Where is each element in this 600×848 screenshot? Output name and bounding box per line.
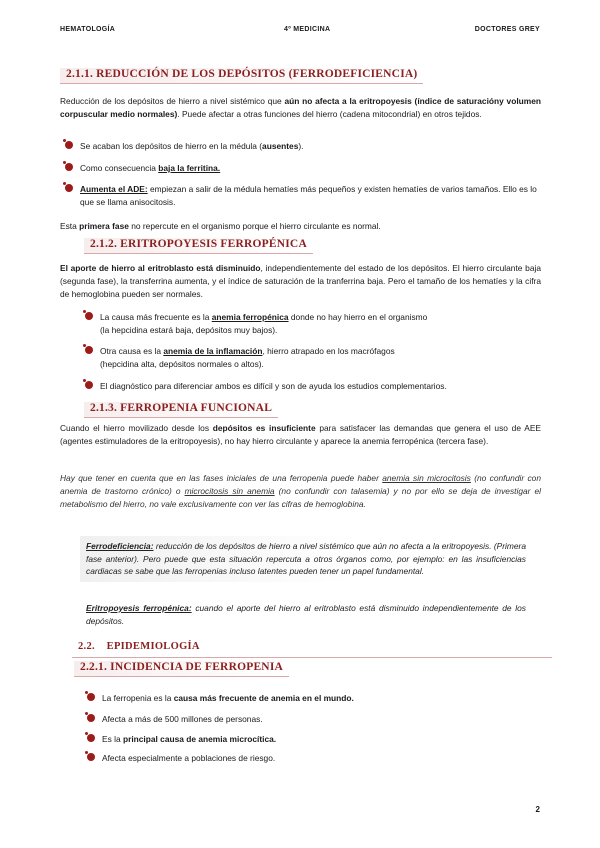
summary-eritropoyesis: Eritropoyesis ferropénica: cuando el aporte del hierro al eritroblasto está disminuido independientemente de los depósitos. (86, 603, 526, 626)
bullet-icon (85, 381, 93, 389)
s212-bullet-3: El diagnóstico para diferenciar ambos es difícil y son de ayuda los estudios complementarios. (100, 380, 447, 393)
s22-bullet-4: Afecta especialmente a poblaciones de riesgo. (102, 752, 275, 765)
divider (72, 657, 552, 658)
s212-paragraph: El aporte de hierro al eritroblasto está disminuido, independientemente del estado de los depósitos. El hierro circulante baja (segunda fase), la transferrina aumenta, y el índice de saturación de la tranferrina baja. Pero el tamaño de los hematíes y la cifra de hemoglobina pueden ser normales. (60, 263, 541, 299)
s211-closing: Esta primera fase no repercute en el organismo porque el hierro circulante es normal. (60, 221, 381, 231)
bullet-icon (65, 184, 73, 192)
s211-bullet-2: Como consecuencia baja la ferritina. (80, 162, 220, 175)
bullet-icon (87, 714, 95, 722)
s213-paragraph: Cuando el hierro movilizado desde los depósitos es insuficiente para satisfacer las demandas que genera el uso de AEE (agentes estimuladores de la eritropoyesis), no hay hierro circulante y aparece la anemia ferropénica (tercera fase). (60, 423, 541, 446)
bullet-icon (87, 734, 95, 742)
s22-bullet-1: La ferropenia es la causa más frecuente de anemia en el mundo. (102, 692, 354, 705)
bullet-icon (85, 346, 93, 354)
bullet-icon (85, 312, 93, 320)
section-title-211: 2.1.1. REDUCCIÓN DE LOS DEPÓSITOS (FERRODEFICIENCIA) (60, 68, 423, 84)
header-author: DOCTORES GREY (474, 26, 540, 33)
s211-bullet-1: Se acaban los depósitos de hierro en la médula (ausentes). (80, 140, 303, 153)
page-number: 2 (535, 805, 540, 814)
bullet-icon (87, 753, 95, 761)
header-course: 4º MEDICINA (284, 26, 331, 33)
summary-ferrodeficiencia: Ferrodeficiencia: reducción de los depósitos de hierro a nivel sistémico que aún no afecta a la eritropoyesis. (Primera fase anterior). Pero puede que esta situación repercuta a otros órganos como, por ejemplo: en las insuficiencias cardiacas se sabe que las ferropenias incluso latentes pueden tener un papel fundamental. (80, 536, 532, 582)
header-subject: HEMATOLOGÍA (60, 26, 116, 33)
section-title-213: 2.1.3. FERROPENIA FUNCIONAL (84, 402, 278, 418)
s211-bullet-3: Aumenta el ADE: empiezan a salir de la médula hematíes más pequeños y existen hematíes de varios tamaños. Ello es lo que se llama anisocitosis. (80, 183, 540, 208)
s211-intro: Reducción de los depósitos de hierro a nivel sistémico que aún no afecta a la eritropoyesis (índice de saturacióny volumen corpuscular medio normales). Puede afectar a otras funciones del hierro (cadena mitocondrial) en otros tejidos. (60, 96, 541, 119)
bullet-icon (65, 163, 73, 171)
s22-bullet-3: Es la principal causa de anemia microcítica. (102, 733, 276, 746)
s22-bullet-2: Afecta a más de 500 millones de personas. (102, 713, 263, 726)
s213-note: Hay que tener en cuenta que en las fases iniciales de una ferropenia puede haber anemia sin microcitosis (no confundir con anemia de trastorno crónico) o microcitosis sin anemia (no confundir con talasemia) y no por ello se deja de investigar el metabolismo del hierro, no vale exclusivamente con ver las cifras de hemoglobina. (60, 473, 541, 509)
bullet-icon (65, 141, 73, 149)
section-title-22: 2.2. EPIDEMIOLOGÍA (78, 641, 200, 652)
bullet-icon (87, 693, 95, 701)
s212-bullet-2: Otra causa es la anemia de la inflamación, hierro atrapado en los macrófagos (hepcidina alta, depósitos normales o altos). (100, 345, 395, 370)
s212-bullet-1: La causa más frecuente es la anemia ferropénica donde no hay hierro en el organismo (la hepcidina estará baja, depósitos muy bajos). (100, 311, 427, 336)
section-title-212: 2.1.2. ERITROPOYESIS FERROPÉNICA (84, 238, 313, 254)
section-title-221: 2.2.1. INCIDENCIA DE FERROPENIA (74, 661, 289, 677)
